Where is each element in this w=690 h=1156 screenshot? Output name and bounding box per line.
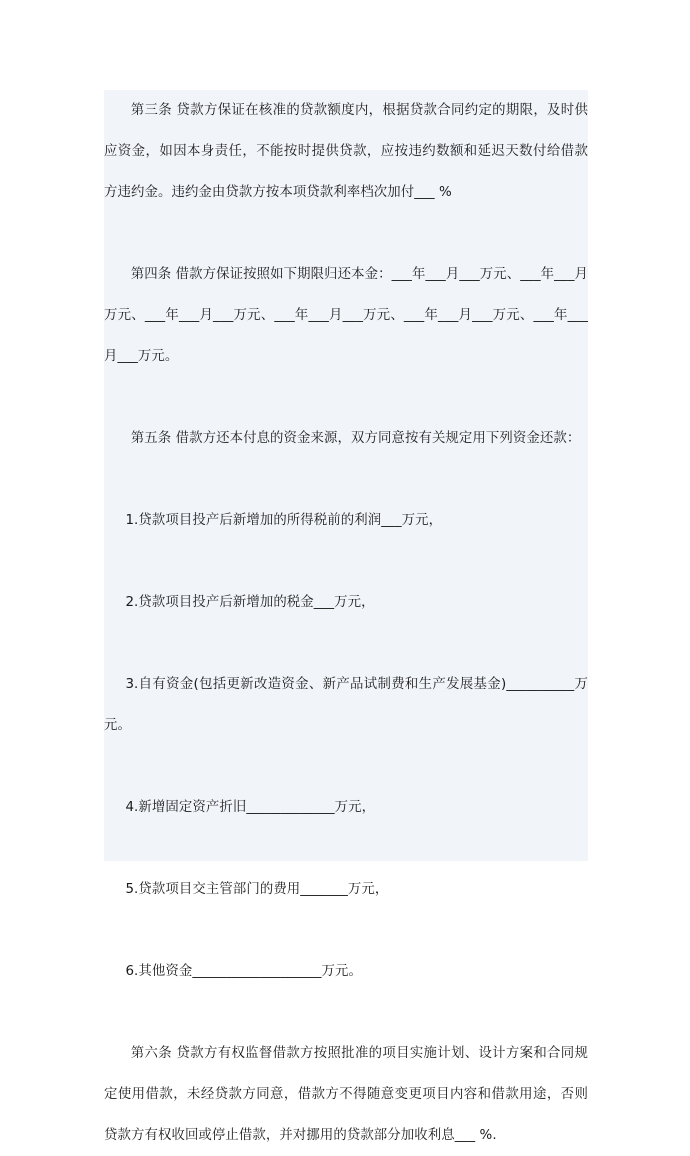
paragraph-spacer [104, 541, 588, 582]
paragraph-spacer [104, 746, 588, 787]
paragraph-spacer [104, 213, 588, 254]
paragraph-article-6: 第六条 贷款方有权监督借款方按照批准的项目实施计划、设计方案和合同规定使用借款，未经贷款方同意，借款方不得随意变更项目内容和借款用途，否则贷款方有权收回或停止借款，并对挪用的贷款部分加收利息___ %. [104, 1046, 588, 1143]
paragraph-spacer [104, 377, 588, 418]
list-item-source-1: 1.贷款项目投产后新增加的所得税前的利润___万元， [125, 513, 443, 528]
paragraph-spacer [104, 992, 588, 1033]
paragraph-spacer [104, 910, 588, 951]
paragraph-article-4: 第四条 借款方保证按照如下期限归还本金：___年___月___万元、___年___月万元、___年___月___万元、___年___月___万元、___年___月___万元、___年___月___万元。 [104, 267, 588, 364]
document-body [104, 90, 588, 1156]
paragraph-article-5: 第五条 借款方还本付息的资金来源，双方同意按有关规定用下列资金还款： [130, 431, 581, 446]
list-item-source-6: 6.其他资金___________________万元。 [125, 964, 362, 979]
paragraph-article-3: 第三条 贷款方保证在核准的贷款额度内，根据贷款合同约定的期限，及时供应资金，如因本身责任，不能按时提供贷款，应按违约数额和延迟天数付给借款方违约金。违约金由贷款方按本项贷款利率档次加付___ % [104, 103, 588, 200]
paragraph-spacer [104, 828, 588, 869]
paragraph-spacer [104, 459, 588, 500]
paragraph-spacer [104, 623, 588, 664]
list-item-source-4: 4.新增固定资产折旧_____________万元， [125, 800, 376, 815]
list-item-source-5: 5.贷款项目交主管部门的费用_______万元， [125, 882, 389, 897]
list-item-source-3: 3.自有资金(包括更新改造资金、新产品试制费和生产发展基金)__________万元。 [104, 677, 588, 733]
list-item-source-2: 2.贷款项目投产后新增加的税金___万元， [125, 595, 375, 610]
